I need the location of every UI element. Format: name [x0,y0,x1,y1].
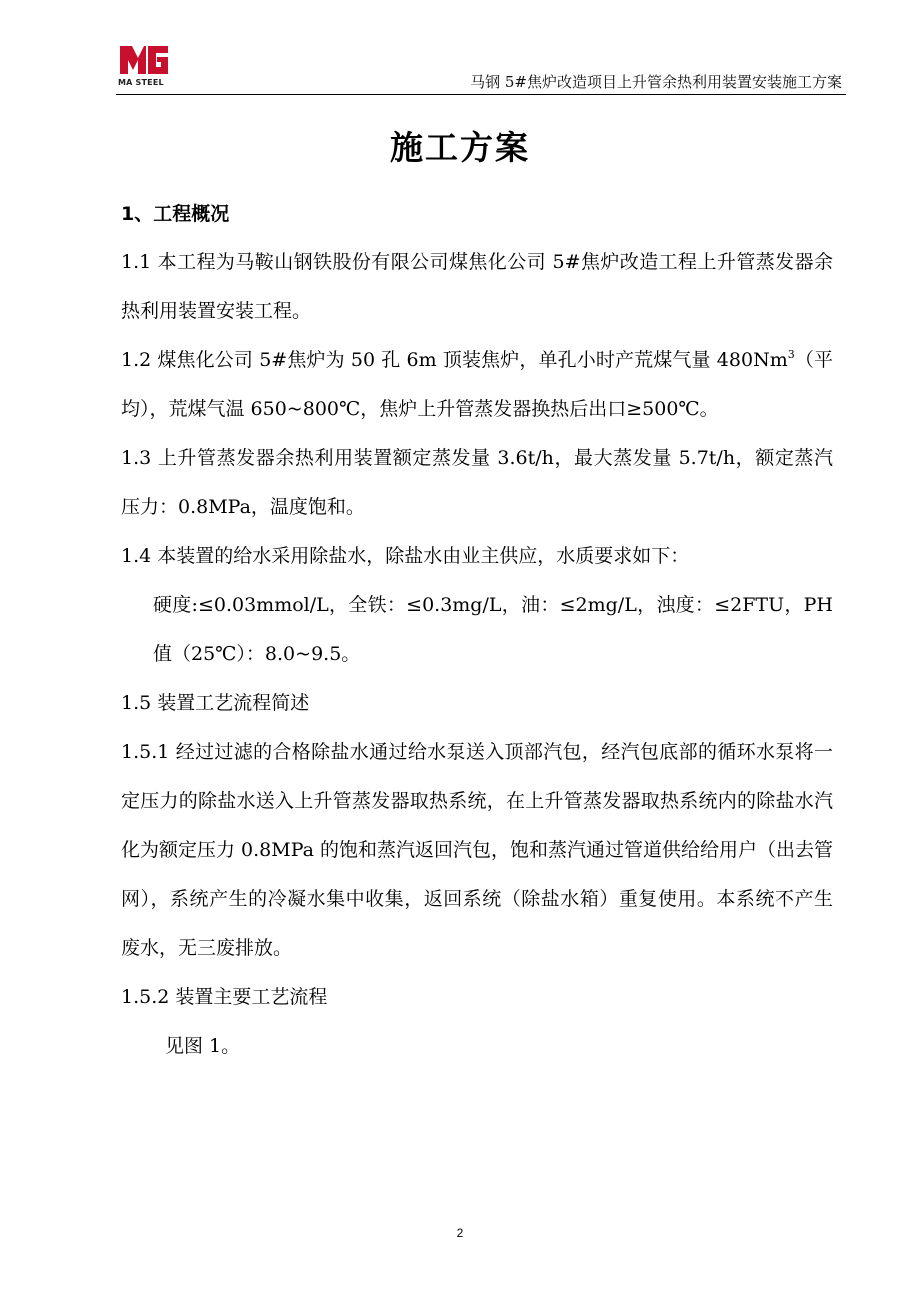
superscript: 3 [787,348,795,361]
paragraph-1-5: 1.5 装置工艺流程简述 [121,692,310,714]
paragraph-1-4: 1.4 本装置的给水采用除盐水，除盐水由业主供应，水质要求如下： [121,545,690,567]
paragraph-1-2-part-a: 1.2 煤焦化公司 5#焦炉为 50 孔 6m 顶装焦炉，单孔小时产荒煤气量 480Nm [121,349,788,371]
water-quality-requirements: 硬度:≤0.03mmol/L，全铁：≤0.3mg/L，油：≤2mg/L，浊度：≤2FTU，PH 值（25℃）：8.0~9.5。 [153,594,833,665]
paragraph-1-1: 1.1 本工程为马鞍山钢铁股份有限公司煤焦化公司 5#焦炉改造工程上升管蒸发器余热利用装置安装工程。 [121,251,833,322]
figure-reference: 见图 1。 [165,1035,241,1057]
page-header [116,40,846,95]
section-heading: 1、工程概况 [121,203,230,225]
masteel-logo [116,40,176,92]
document-title: 施工方案 [390,128,530,167]
paragraph-1-3: 1.3 上升管蒸发器余热利用装置额定蒸发量 3.6t/h，最大蒸发量 5.7t/h，额定蒸汽压力：0.8MPa，温度饱和。 [121,447,833,518]
logo-text: MA STEEL [118,78,164,87]
paragraph-1-5-1: 1.5.1 经过过滤的合格除盐水通过给水泵送入顶部汽包，经汽包底部的循环水泵将一定压力的除盐水送入上升管蒸发器取热系统，在上升管蒸发器取热系统内的除盐水汽化为额定压力 0.8MPa 的饱和蒸汽返回汽包，饱和蒸汽通过管道供给给用户（出去管网），系统产生的冷凝水集中收集，返回系统（除盐水箱）重复使用。本系统不产生废水，无三废排放。 [121,741,834,959]
header-title: 马钢 5#焦炉改造项目上升管余热利用装置安装施工方案 [470,73,842,91]
paragraph-1-5-2: 1.5.2 装置主要工艺流程 [121,986,328,1008]
document-body [121,190,833,1071]
paragraph-1-2-part-b: （平均），荒煤气温 650~800℃，焦炉上升管蒸发器换热后出口≥500℃。 [121,349,833,420]
masteel-logo-icon [116,40,172,76]
page-number: 2 [456,1226,464,1240]
paragraph-1-2 [121,336,833,434]
